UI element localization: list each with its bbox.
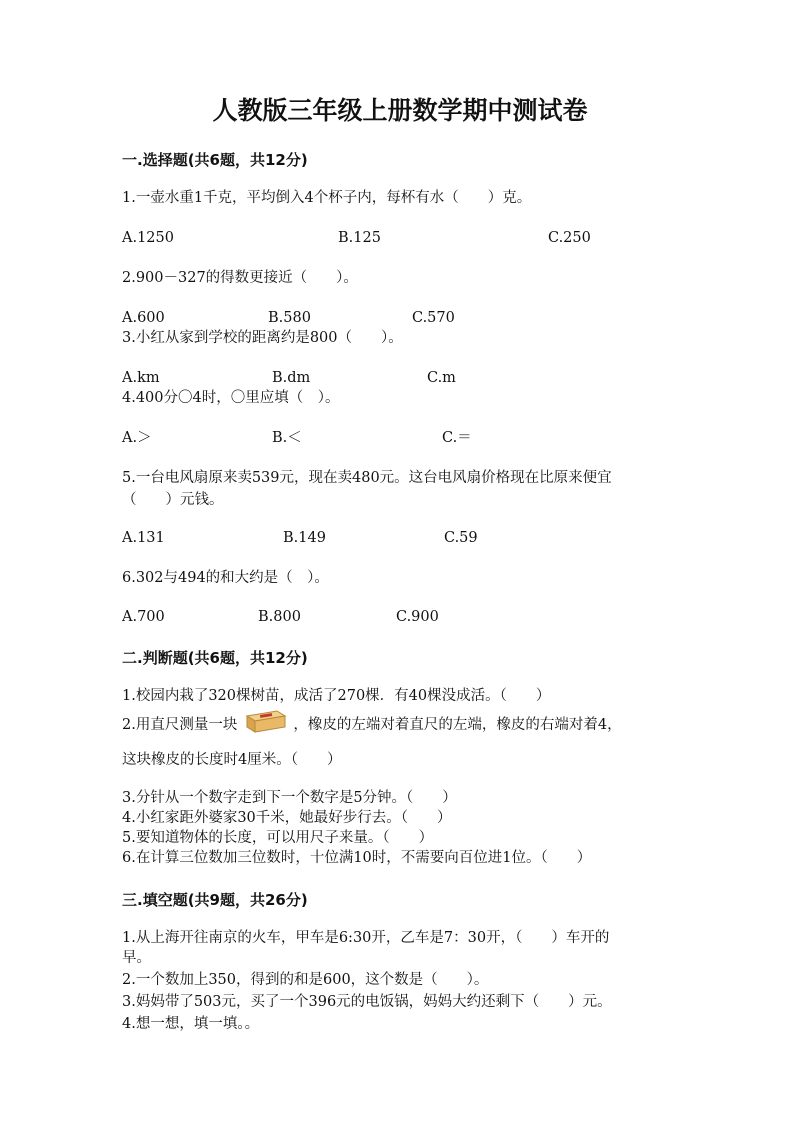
- section-heading-choice: 一.选择题(共6题，共12分): [122, 151, 308, 169]
- section-heading-judgment: 二.判断题(共6题，共12分): [122, 649, 308, 667]
- option-a: A.＞: [122, 430, 152, 446]
- option-a: A.700: [122, 609, 165, 625]
- option-a: A.km: [122, 370, 160, 386]
- fill-in-item-continued: 早。: [122, 950, 151, 966]
- judgment-item: [122, 712, 622, 738]
- option-b: B.800: [258, 609, 301, 625]
- fill-in-item: 1.从上海开往南京的火车，甲车是6:30开，乙车是7：30开，（ ）车开的: [122, 930, 610, 946]
- judgment-item-part: ，橡皮的左端对着直尺的左端，橡皮的右端对着4，: [293, 717, 622, 733]
- question-text-continued: （ ）元钱。: [122, 492, 224, 508]
- option-b: B.dm: [272, 370, 311, 386]
- question-text: 4.400分〇4时，〇里应填（ ）。: [122, 390, 340, 406]
- judgment-item-part: 2.用直尺测量一块: [122, 717, 238, 733]
- judgment-item: 1.校园内栽了320棵树苗，成活了270棵．有40棵没成活。（ ）: [122, 688, 551, 704]
- question-text: 6.302与494的和大约是（ ）。: [122, 570, 329, 586]
- question-text: 1.一壶水重1千克，平均倒入4个杯子内，每杯有水（ ）克。: [122, 190, 532, 206]
- option-c: C.250: [548, 230, 591, 246]
- judgment-item: 4.小红家距外婆家30千米，她最好步行去。（ ）: [122, 810, 452, 826]
- option-b: B.＜: [272, 430, 302, 446]
- judgment-item-continued: 这块橡皮的长度时4厘米。（ ）: [122, 752, 342, 768]
- option-a: A.131: [122, 530, 165, 546]
- question-text: 2.900－327的得数更接近（ ）。: [122, 270, 358, 286]
- option-b: B.125: [338, 230, 381, 246]
- option-c: C.m: [427, 370, 456, 386]
- option-c: C.59: [444, 530, 478, 546]
- question-text: 5.一台电风扇原来卖539元，现在卖480元。这台电风扇价格现在比原来便宜: [122, 470, 612, 486]
- fill-in-item: 2.一个数加上350，得到的和是600，这个数是（ ）。: [122, 972, 489, 988]
- page-title: 人教版三年级上册数学期中测试卷: [212, 96, 588, 125]
- judgment-item: 3.分针从一个数字走到下一个数字是5分钟。（ ）: [122, 790, 457, 806]
- question-text: 3.小红从家到学校的距离约是800（ ）。: [122, 330, 403, 346]
- judgment-item: 6.在计算三位数加三位数时，十位满10时，不需要向百位进1位。（ ）: [122, 850, 592, 866]
- fill-in-item: 3.妈妈带了503元，买了一个396元的电饭锅，妈妈大约还剩下（ ）元。: [122, 994, 612, 1010]
- judgment-item: 5.要知道物体的长度，可以用尺子来量。（ ）: [122, 830, 434, 846]
- section-heading-fill-in: 三.填空题(共9题，共26分): [122, 891, 308, 909]
- fill-in-item: 4.想一想，填一填。。: [122, 1016, 260, 1032]
- option-a: A.1250: [122, 230, 174, 246]
- option-c: C.＝: [442, 430, 472, 446]
- option-c: C.900: [396, 609, 439, 625]
- option-a: A.600: [122, 310, 165, 326]
- option-b: B.149: [283, 530, 326, 546]
- eraser-image: [243, 708, 287, 734]
- option-b: B.580: [268, 310, 311, 326]
- option-c: C.570: [412, 310, 455, 326]
